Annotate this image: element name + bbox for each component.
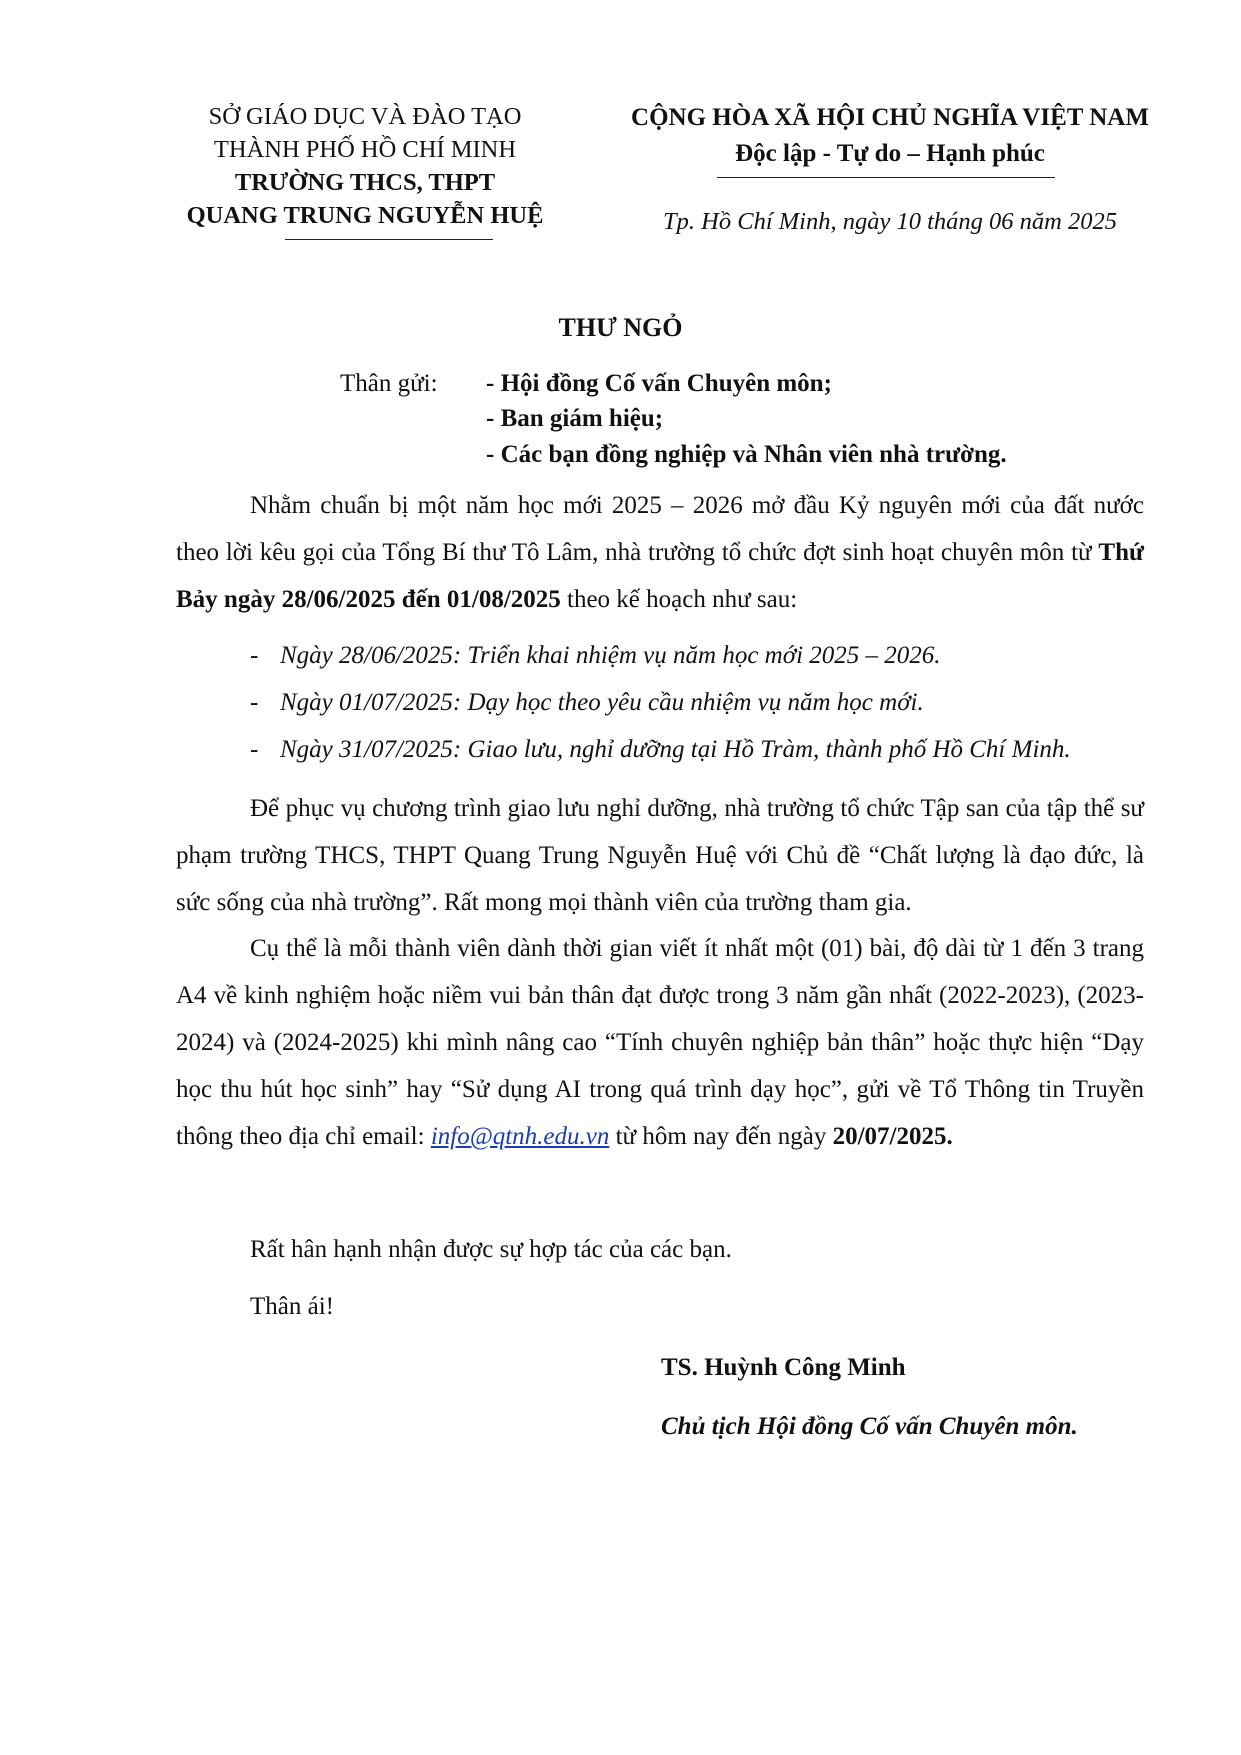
document-date: Tp. Hồ Chí Minh, ngày 10 tháng 06 năm 2025	[663, 208, 1117, 235]
intro-paragraph	[176, 482, 1144, 623]
issuer-school-line1: TRƯỜNG THCS, THPT	[234, 169, 496, 196]
issuer-city: THÀNH PHỐ HỒ CHÍ MINH	[213, 136, 517, 163]
motto: Độc lập - Tự do – Hạnh phúc	[735, 140, 1045, 167]
schedule-item: Ngày 31/07/2025: Giao lưu, nghỉ dưỡng tại Hồ Tràm, thành phố Hồ Chí Minh.	[280, 736, 1071, 763]
closing-regards: Thân ái!	[250, 1293, 334, 1320]
intro-text-end: theo kế hoạch như sau:	[560, 586, 798, 613]
document-title: THƯ NGỎ	[558, 313, 683, 342]
issuer-underline	[285, 239, 493, 240]
submission-text: Cụ thể là mỗi thành viên dành thời gian viết ít nhất một (01) bài, độ dài từ 1 đến 3 trang A4 về kinh nghiệm hoặc niềm vui bản thân đạt được trong 3 năm gần nhất (2022-2023), (2023-2024) và (2024-2025) khi mình nâng cao “Tính chuyên nghiệp bản thân” hoặc thực hiện “Dạy học thu hút học sinh” hay “Sử dụng AI trong quá trình dạy học”, gửi về Tổ Thông tin Truyền thông theo địa chỉ email:	[176, 935, 1144, 1150]
submission-text-cont: từ hôm nay đến ngày	[609, 1123, 833, 1150]
national-motto-block	[610, 100, 1170, 172]
recipient-item: - Các bạn đồng nghiệp và Nhân viên nhà trường.	[486, 441, 1007, 468]
recipient-item: - Ban giám hiệu;	[486, 405, 664, 432]
closing-thanks: Rất hân hạnh nhận được sự hợp tác của các bạn.	[250, 1236, 732, 1263]
signer-role: Chủ tịch Hội đồng Cố vấn Chuyên môn.	[661, 1413, 1078, 1440]
signer-name: TS. Huỳnh Công Minh	[661, 1354, 906, 1381]
submission-deadline: 20/07/2025.	[832, 1123, 953, 1150]
motto-underline	[717, 177, 1055, 178]
issuer-block	[150, 100, 580, 232]
intro-date-range: Thứ Bảy ngày 28/06/2025 đến 01/08/2025	[176, 539, 1144, 613]
recipient-item: - Hội đồng Cố vấn Chuyên môn;	[486, 370, 832, 397]
email-link[interactable]: info@qtnh.edu.vn	[430, 1123, 610, 1150]
issuer-school-line2: QUANG TRUNG NGUYỄN HUỆ	[186, 202, 544, 229]
submission-paragraph	[176, 925, 1144, 1160]
intro-text: Nhằm chuẩn bị một năm học mới 2025 – 2026 mở đầu Kỷ nguyên mới của đất nước theo lời kêu gọi của Tổng Bí thư Tô Lâm, nhà trường tổ chức đợt sinh hoạt chuyên môn từ	[176, 492, 1144, 566]
schedule-item: Ngày 28/06/2025: Triển khai nhiệm vụ năm học mới 2025 – 2026.	[280, 642, 941, 669]
country-name: CỘNG HÒA XÃ HỘI CHỦ NGHĨA VIỆT NAM	[631, 104, 1149, 131]
journal-paragraph: Để phục vụ chương trình giao lưu nghỉ dưỡng, nhà trường tổ chức Tập san của tập thể sư phạm trường THCS, THPT Quang Trung Nguyễn Huệ với Chủ đề “Chất lượng là đạo đức, là sức sống của nhà trường”. Rất mong mọi thành viên của trường tham gia.	[176, 795, 1144, 916]
issuer-department: SỞ GIÁO DỤC VÀ ĐÀO TẠO	[208, 103, 522, 130]
greeting-label: Thân gửi:	[340, 370, 438, 397]
schedule-item: Ngày 01/07/2025: Dạy học theo yêu cầu nhiệm vụ năm học mới.	[280, 689, 924, 716]
schedule-dash: -	[250, 736, 259, 763]
schedule-dash: -	[250, 642, 259, 669]
schedule-dash: -	[250, 689, 259, 716]
